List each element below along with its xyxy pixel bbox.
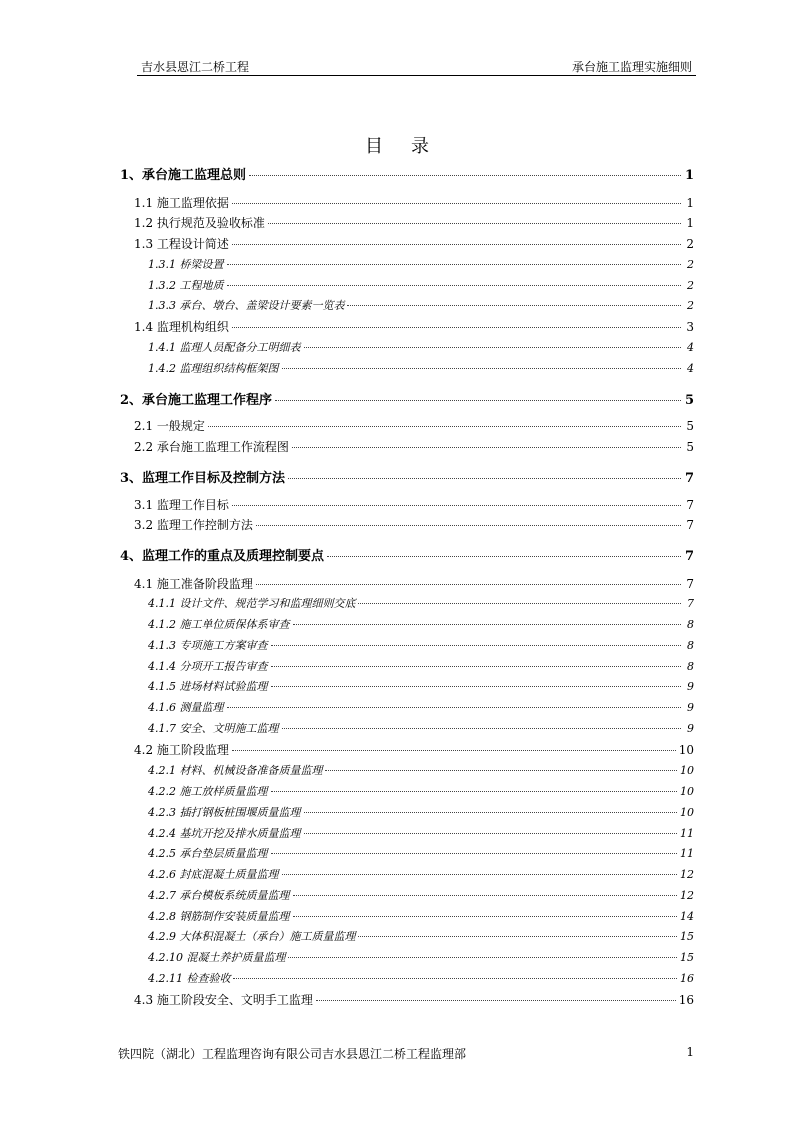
toc-dot-leader — [358, 936, 677, 937]
toc-entry[interactable] — [148, 887, 694, 903]
toc-entry[interactable] — [148, 699, 694, 715]
toc-entry-label: 1.2 执行规范及验收标准 — [134, 216, 265, 230]
toc-title: 目录 — [365, 136, 457, 157]
toc-entry-label: 4.2.1 材料、机械设备准备质量监理 — [148, 764, 323, 777]
toc-entry-page: 5 — [686, 419, 694, 433]
toc-entry-page: 7 — [686, 518, 694, 532]
toc-dot-leader — [227, 707, 682, 708]
toc-dot-leader — [271, 791, 678, 792]
toc-entry-label: 3.1 监理工作目标 — [134, 498, 229, 512]
toc-entry-label: 1.3 工程设计简述 — [134, 237, 229, 251]
toc-entry-page: 2 — [687, 279, 694, 292]
toc-entry-page: 10 — [678, 743, 694, 757]
toc-entry-page: 7 — [684, 549, 694, 564]
toc-entry[interactable] — [134, 991, 694, 1008]
toc-entry-label: 4.3 施工阶段安全、文明手工监理 — [134, 993, 313, 1007]
toc-entry-label: 4.2.4 基坑开挖及排水质量监理 — [148, 827, 301, 840]
toc-entry[interactable] — [148, 720, 694, 736]
toc-entry-page: 12 — [680, 868, 694, 881]
toc-entry-page: 4 — [687, 341, 694, 354]
toc-entry[interactable] — [120, 164, 694, 183]
toc-entry-page: 2 — [686, 237, 694, 251]
toc-dot-leader — [304, 347, 682, 348]
toc-entry-page: 8 — [687, 660, 694, 673]
toc-entry[interactable] — [148, 297, 694, 313]
toc-entry-label: 2.2 承台施工监理工作流程图 — [134, 440, 289, 454]
toc-entry[interactable] — [134, 417, 694, 434]
toc-dot-leader — [232, 244, 681, 245]
toc-entry-page: 7 — [686, 577, 694, 591]
toc-dot-leader — [232, 750, 676, 751]
toc-entry-label: 1.3.2 工程地质 — [148, 279, 224, 292]
toc-entry[interactable] — [134, 214, 694, 231]
toc-dot-leader — [271, 645, 682, 646]
toc-dot-leader — [325, 770, 677, 771]
toc-entry-label: 4.1.5 进场材料试验监理 — [148, 680, 268, 693]
toc-dot-leader — [304, 812, 678, 813]
toc-dot-leader — [282, 728, 682, 729]
toc-entry[interactable] — [148, 866, 694, 882]
toc-entry-page: 16 — [680, 972, 694, 985]
toc-entry-label: 4.1.1 设计文件、规范学习和监理细则交底 — [148, 597, 356, 610]
toc-entry[interactable] — [120, 545, 694, 564]
toc-entry[interactable] — [134, 194, 694, 211]
toc-entry[interactable] — [134, 438, 694, 455]
toc-dot-leader — [233, 978, 677, 979]
toc-dot-leader — [249, 175, 681, 176]
toc-entry[interactable] — [134, 235, 694, 252]
toc-entry[interactable] — [148, 658, 694, 674]
toc-dot-leader — [232, 327, 681, 328]
toc-dot-leader — [293, 916, 678, 917]
toc-dot-leader — [227, 285, 682, 286]
toc-entry[interactable] — [148, 928, 694, 944]
toc-entry[interactable] — [148, 360, 694, 376]
toc-dot-leader — [227, 264, 682, 265]
toc-entry-label: 4.1.6 测量监理 — [148, 701, 224, 714]
toc-entry-label: 4.2.3 插打钢板桩围堰质量监理 — [148, 806, 301, 819]
toc-entry[interactable] — [134, 496, 694, 513]
toc-entry-label: 4.2.2 施工放样质量监理 — [148, 785, 268, 798]
toc-entry-page: 5 — [686, 440, 694, 454]
toc-entry-label: 4.2.6 封底混凝土质量监理 — [148, 868, 279, 881]
toc-entry-label: 2.1 一般规定 — [134, 419, 205, 433]
toc-entry[interactable] — [134, 575, 694, 592]
toc-entry[interactable] — [134, 516, 694, 533]
toc-entry-label: 1、承台施工监理总则 — [120, 168, 247, 183]
toc-dot-leader — [288, 957, 677, 958]
toc-entry-label: 1.4.1 监理人员配备分工明细表 — [148, 341, 301, 354]
toc-dot-leader — [282, 874, 678, 875]
toc-entry-page: 16 — [678, 993, 694, 1007]
toc-entry-page: 11 — [680, 827, 694, 840]
toc-dot-leader — [304, 833, 678, 834]
toc-entry-label: 1.4.2 监理组织结构框架图 — [148, 362, 279, 375]
toc-dot-leader — [208, 426, 681, 427]
toc-entry-label: 4.2.5 承台垫层质量监理 — [148, 847, 268, 860]
toc-entry-label: 4.1.3 专项施工方案审查 — [148, 639, 268, 652]
toc-entry[interactable] — [120, 467, 694, 486]
toc-entry-label: 4.1.2 施工单位质保体系审查 — [148, 618, 290, 631]
toc-entry-page: 9 — [687, 722, 694, 735]
toc-entry-page: 1 — [686, 196, 694, 210]
toc-entry[interactable] — [148, 637, 694, 653]
toc-entry-page: 9 — [687, 680, 694, 693]
toc-dot-leader — [347, 305, 681, 306]
toc-entry[interactable] — [148, 908, 694, 924]
toc-entry-label: 4.2.11 检查验收 — [148, 972, 231, 985]
toc-entry-label: 3、监理工作目标及控制方法 — [120, 471, 286, 486]
toc-entry-page: 4 — [687, 362, 694, 375]
toc-entry[interactable] — [148, 845, 694, 861]
toc-entry-page: 10 — [680, 806, 694, 819]
toc-entry-label: 4.1.7 安全、文明施工监理 — [148, 722, 279, 735]
toc-entry-page: 3 — [686, 320, 694, 334]
toc-entry[interactable] — [148, 616, 694, 632]
toc-dot-leader — [327, 556, 681, 557]
toc-entry-label: 4.2 施工阶段监理 — [134, 743, 229, 757]
toc-entry-page: 7 — [684, 471, 694, 486]
toc-entry-label: 1.4 监理机构组织 — [134, 320, 229, 334]
toc-dot-leader — [282, 368, 682, 369]
footer-organization: 铁四院（湖北）工程监理咨询有限公司吉水县恩江二桥工程监理部 — [118, 1047, 467, 1061]
toc-dot-leader — [293, 895, 678, 896]
toc-entry-page: 10 — [680, 764, 694, 777]
header-project-name: 吉水县恩江二桥工程 — [141, 60, 250, 74]
toc-dot-leader — [232, 203, 681, 204]
toc-dot-leader — [232, 505, 681, 506]
toc-entry-page: 8 — [687, 639, 694, 652]
toc-dot-leader — [316, 1000, 676, 1001]
toc-entry-page: 7 — [687, 597, 694, 610]
toc-entry[interactable] — [134, 318, 694, 335]
toc-entry[interactable] — [148, 678, 694, 694]
toc-dot-leader — [292, 447, 681, 448]
header-document-title: 承台施工监理实施细则 — [571, 60, 692, 74]
toc-entry-page: 10 — [680, 785, 694, 798]
toc-entry-label: 2、承台施工监理工作程序 — [120, 393, 273, 408]
toc-entry-page: 2 — [687, 258, 694, 271]
toc-dot-leader — [293, 624, 682, 625]
toc-entry-page: 15 — [680, 930, 694, 943]
toc-entry-page: 12 — [680, 889, 694, 902]
toc-entry[interactable] — [148, 783, 694, 799]
toc-entry[interactable] — [148, 256, 694, 272]
toc-entry[interactable] — [134, 741, 694, 758]
toc-entry[interactable] — [120, 389, 694, 408]
toc-entry-page: 9 — [687, 701, 694, 714]
toc-entry-page: 5 — [684, 393, 694, 408]
toc-entry-label: 1.3.1 桥梁设置 — [148, 258, 224, 271]
toc-entry-page: 11 — [680, 847, 694, 860]
toc-entry-label: 4.1.4 分项开工报告审查 — [148, 660, 268, 673]
toc-entry-label: 4.2.9 大体积混凝土（承台）施工质量监理 — [148, 930, 356, 943]
toc-entry-label: 4.2.8 钢筋制作安装质量监理 — [148, 910, 290, 923]
footer-page-number: 1 — [686, 1045, 694, 1059]
toc-dot-leader — [271, 853, 678, 854]
toc-entry[interactable] — [148, 949, 694, 965]
toc-dot-leader — [275, 400, 681, 401]
toc-entry[interactable] — [148, 339, 694, 355]
toc-dot-leader — [268, 223, 681, 224]
toc-entry[interactable] — [148, 804, 694, 820]
toc-entry[interactable] — [148, 595, 694, 611]
toc-entry[interactable] — [148, 762, 694, 778]
toc-entry-label: 4.2.7 承台模板系统质量监理 — [148, 889, 290, 902]
toc-entry-label: 4、监理工作的重点及质理控制要点 — [120, 549, 325, 564]
toc-entry-label: 4.2.10 混凝土养护质量监理 — [148, 951, 286, 964]
toc-entry[interactable] — [148, 825, 694, 841]
toc-entry-page: 2 — [687, 299, 694, 312]
toc-entry[interactable] — [148, 970, 694, 986]
toc-entry-page: 8 — [687, 618, 694, 631]
toc-dot-leader — [288, 478, 681, 479]
toc-entry-label: 1.3.3 承台、墩台、盖梁设计要素一览表 — [148, 299, 345, 312]
toc-entry-label: 3.2 监理工作控制方法 — [134, 518, 253, 532]
toc-entry-page: 7 — [686, 498, 694, 512]
toc-entry-label: 4.1 施工准备阶段监理 — [134, 577, 253, 591]
toc-dot-leader — [256, 525, 681, 526]
toc-entry-page: 1 — [684, 168, 694, 183]
toc-dot-leader — [271, 686, 682, 687]
toc-dot-leader — [256, 584, 681, 585]
toc-entry-page: 15 — [680, 951, 694, 964]
toc-entry-label: 1.1 施工监理依据 — [134, 196, 229, 210]
toc-dot-leader — [271, 666, 682, 667]
toc-entry-page: 1 — [686, 216, 694, 230]
toc-entry-page: 14 — [680, 910, 694, 923]
toc-entry[interactable] — [148, 277, 694, 293]
toc-dot-leader — [358, 603, 681, 604]
